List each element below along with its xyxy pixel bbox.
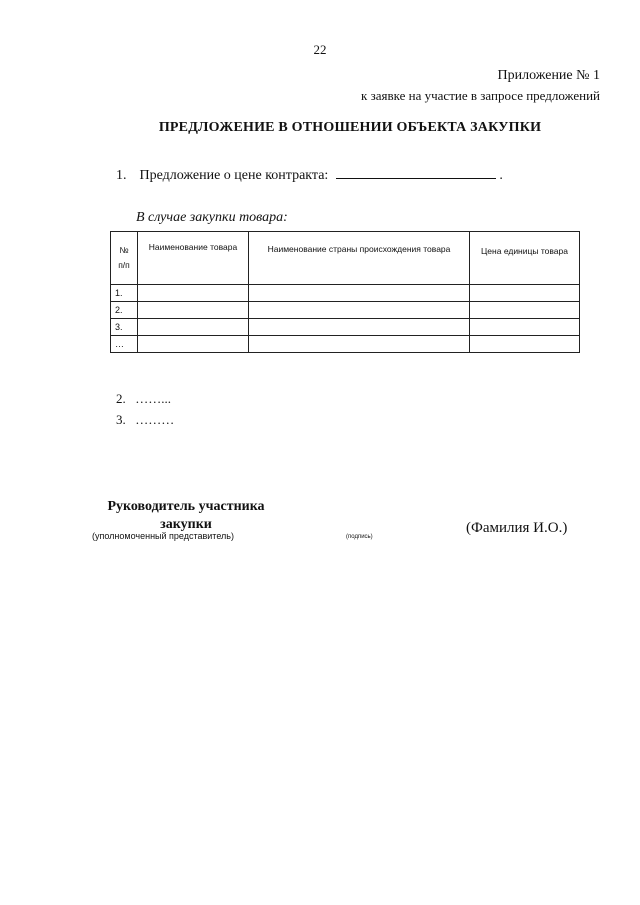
signer-role: Руководитель участника закупки	[107, 499, 265, 532]
goods-table	[110, 231, 580, 353]
signer-role-note: (уполномоченный представитель)	[92, 531, 234, 541]
row-number: 2.	[111, 302, 138, 319]
appendix-subtitle: к заявке на участие в запросе предложений	[361, 88, 600, 103]
row-number: 1.	[111, 285, 138, 302]
cell-price	[470, 302, 580, 319]
list-item	[116, 391, 171, 407]
cell-country	[249, 285, 470, 302]
cell-country	[249, 319, 470, 336]
table-row	[111, 302, 580, 319]
cell-name	[138, 302, 249, 319]
table-row	[111, 336, 580, 353]
cell-name	[138, 285, 249, 302]
item-text: Предложение о цене контракта:	[139, 168, 329, 183]
full-name-placeholder: (Фамилия И.О.)	[466, 520, 568, 536]
item-text: ……...	[135, 391, 171, 406]
column-header-number-line2: п/п	[118, 260, 130, 270]
cell-price	[470, 285, 580, 302]
signature-note: (подпись)	[346, 534, 373, 540]
cell-price	[470, 319, 580, 336]
price-offer-item	[116, 164, 503, 184]
column-header-number	[111, 232, 138, 285]
appendix-title: Приложение № 1	[497, 68, 600, 83]
row-number: …	[111, 336, 138, 353]
column-header-name: Наименование товара	[138, 232, 249, 285]
column-header-country: Наименование страны происхождения товара	[249, 232, 470, 285]
cell-name	[138, 319, 249, 336]
cell-price	[470, 336, 580, 353]
price-blank-line	[336, 164, 496, 179]
column-header-number-line1: №	[119, 245, 129, 255]
row-number: 3.	[111, 319, 138, 336]
item-number: 1.	[116, 168, 127, 183]
cell-name	[138, 336, 249, 353]
page-number: 22	[313, 42, 327, 57]
item-text: ………	[135, 412, 175, 427]
item-number: 3.	[116, 412, 126, 427]
item-end: .	[499, 168, 503, 183]
cell-country	[249, 336, 470, 353]
cell-country	[249, 302, 470, 319]
document-title: ПРЕДЛОЖЕНИЕ В ОТНОШЕНИИ ОБЪЕКТА ЗАКУПКИ	[158, 120, 542, 135]
table-row	[111, 285, 580, 302]
item-number: 2.	[116, 391, 126, 406]
list-item	[116, 412, 174, 428]
column-header-price: Цена единицы товара	[470, 232, 580, 285]
table-row	[111, 319, 580, 336]
table-header-row	[111, 232, 580, 285]
goods-section-label: В случае закупки товара:	[136, 210, 288, 225]
